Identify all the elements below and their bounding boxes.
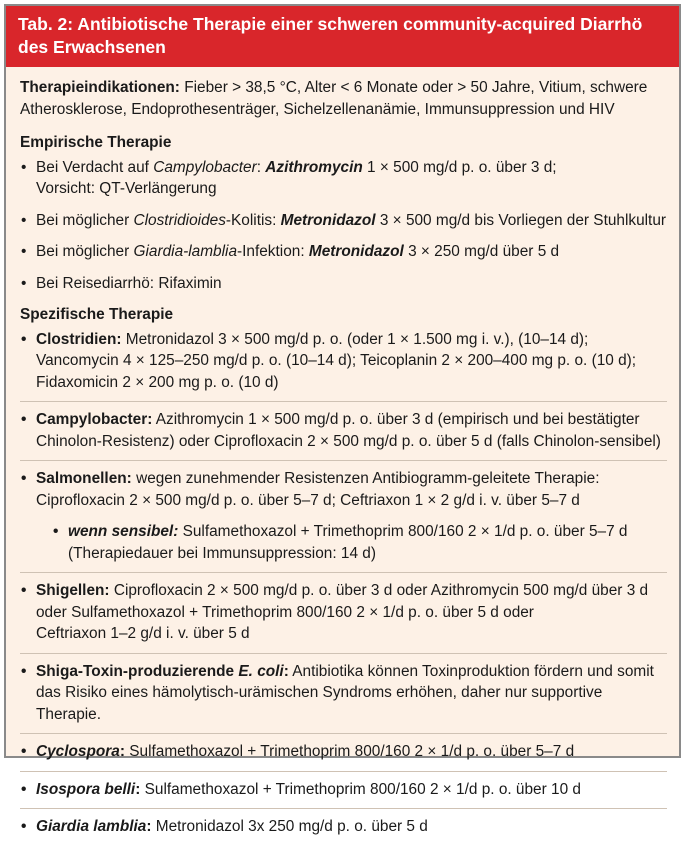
indications-text: Fieber > 38,5 °C, Alter < 6 Monate oder > 50 Jahre, Vitium, schwere Atherosklerose, Endoprothesenträger, Sichelzellenanämie, Immunsuppression und HIV — [20, 79, 648, 118]
item-text: Bei Reisediarrhö: Rifaximin — [36, 274, 222, 292]
item-text: Ciprofloxacin 2 × 500 mg/d p. o. über 3 d oder Azithromycin 500 mg/d über 3 d — [109, 582, 649, 599]
label-colon: : — [283, 662, 289, 680]
item-text: 3 × 500 mg/d bis Vorliegen der Stuhlkultur — [375, 211, 667, 229]
empirical-item — [20, 241, 667, 263]
empirical-item — [20, 273, 667, 295]
pathogen-label: Shigellen: — [36, 582, 110, 599]
specific-item-shigellen — [20, 580, 667, 654]
item-text: 3 × 250 mg/d über 5 d — [403, 243, 560, 260]
pathogen-label: Salmonellen: — [36, 470, 132, 487]
pathogen-label: Campylobacter: — [36, 411, 153, 428]
empirical-item — [20, 210, 667, 232]
item-text: Bei möglicher — [36, 211, 134, 229]
item-text: Sulfamethoxazol + Trimethoprim 800/160 2 × 1/d p. o. über 10 d — [140, 780, 581, 798]
empirical-item — [20, 157, 667, 200]
specific-list — [20, 329, 667, 846]
item-text: : — [256, 158, 266, 176]
specific-item-cyclospora — [20, 741, 667, 772]
sub-label: wenn sensibel: — [68, 523, 179, 540]
salmonellen-subitem — [52, 521, 667, 564]
pathogen-name: E. coli — [238, 662, 284, 680]
pathogen-label: Cyclospora — [36, 743, 120, 760]
item-text: das Risiko eines hämolytisch-urämischen Syndroms erhöhen, daher nur supportive Therapie. — [36, 684, 603, 723]
pathogen-label: Isospora belli — [36, 780, 136, 798]
specific-item-salmonellen — [20, 468, 667, 573]
table-title: Tab. 2: Antibiotische Therapie einer schweren community-acquired Diarrhö des Erwachsenen — [6, 6, 679, 67]
item-text: 1 × 500 mg/d p. o. über 3 d; — [362, 158, 557, 176]
specific-heading: Spezifische Therapie — [20, 306, 174, 323]
indications-label: Therapieindikationen: — [20, 79, 180, 96]
pathogen-name: Campylobacter — [153, 158, 257, 176]
specific-item-campylobacter — [20, 409, 667, 461]
item-note: Vorsicht: QT-Verlängerung — [36, 180, 217, 197]
item-text: oder Sulfamethoxazol + Trimethoprim 800/160 2 × 1/d p. o. über 5 d oder — [36, 603, 534, 621]
drug-name: Azithromycin — [265, 158, 363, 176]
pathogen-name: Giardia-lamblia — [133, 243, 238, 260]
table-content — [6, 67, 679, 846]
specific-item-isospora — [20, 779, 667, 810]
pathogen-name: Clostridioides — [133, 211, 226, 229]
drug-name: Metronidazol — [308, 243, 404, 260]
item-text: Azithromycin 1 × 500 mg/d p. o. über 3 d (empirisch und bei bestätigter — [152, 411, 640, 428]
item-text: Ceftriaxon 1–2 g/d i. v. über 5 d — [36, 625, 250, 642]
empirical-list — [20, 157, 667, 295]
item-text: Chinolon-Resistenz) oder Ciprofloxacin 2 × 500 mg/d p. o. über 5 d (falls Chinolon-sensibel) — [36, 432, 661, 450]
specific-item-clostridien — [20, 329, 667, 403]
empirical-heading: Empirische Therapie — [20, 134, 172, 151]
label-colon: : — [135, 780, 141, 798]
item-text: Fidaxomicin 2 × 200 mg p. o. (10 d) — [36, 373, 279, 391]
item-text: Sulfamethoxazol + Trimethoprim 800/160 2 × 1/d p. o. über 5–7 d — [124, 743, 575, 760]
item-text: Ciprofloxacin 2 × 500 mg/d p. o. über 5–7 d; Ceftriaxon 1 × 2 g/d i. v. über 5–7 d — [36, 491, 580, 509]
item-text: Vancomycin 4 × 125–250 mg/d p. o. (10–14 d); Teicoplanin 2 × 200–400 mg p. o. (10 d); — [36, 352, 637, 369]
specific-item-shiga — [20, 661, 667, 735]
item-text: Sulfamethoxazol + Trimethoprim 800/160 2 × 1/d p. o. über 5–7 d — [178, 523, 628, 540]
item-text: -Kolitis: — [225, 211, 281, 229]
item-note: (Therapiedauer bei Immunsuppression: 14 d) — [68, 544, 376, 562]
item-text: Metronidazol 3x 250 mg/d p. o. über 5 d — [151, 818, 428, 835]
drug-name: Metronidazol — [280, 211, 376, 229]
item-text: Antibiotika können Toxinproduktion fördern und somit — [288, 662, 654, 680]
item-text: Bei möglicher — [36, 243, 134, 260]
indications-paragraph — [20, 77, 667, 120]
item-text: Metronidazol 3 × 500 mg/d p. o. (oder 1 × 1.500 mg i. v.), (10–14 d); — [121, 330, 589, 348]
pathogen-label: Giardia lamblia — [36, 818, 147, 835]
item-text: -Infektion: — [237, 243, 309, 260]
pathogen-label: Shiga-Toxin-produzierende — [36, 662, 239, 680]
item-text: wegen zunehmender Resistenzen Antibiogramm-geleitete Therapie: — [131, 470, 600, 487]
label-colon: : — [146, 818, 152, 835]
specific-item-giardia — [20, 816, 667, 846]
label-colon: : — [119, 743, 125, 760]
pathogen-label: Clostridien: — [36, 330, 122, 348]
therapy-table — [4, 4, 681, 835]
item-text: Bei Verdacht auf — [36, 158, 154, 176]
